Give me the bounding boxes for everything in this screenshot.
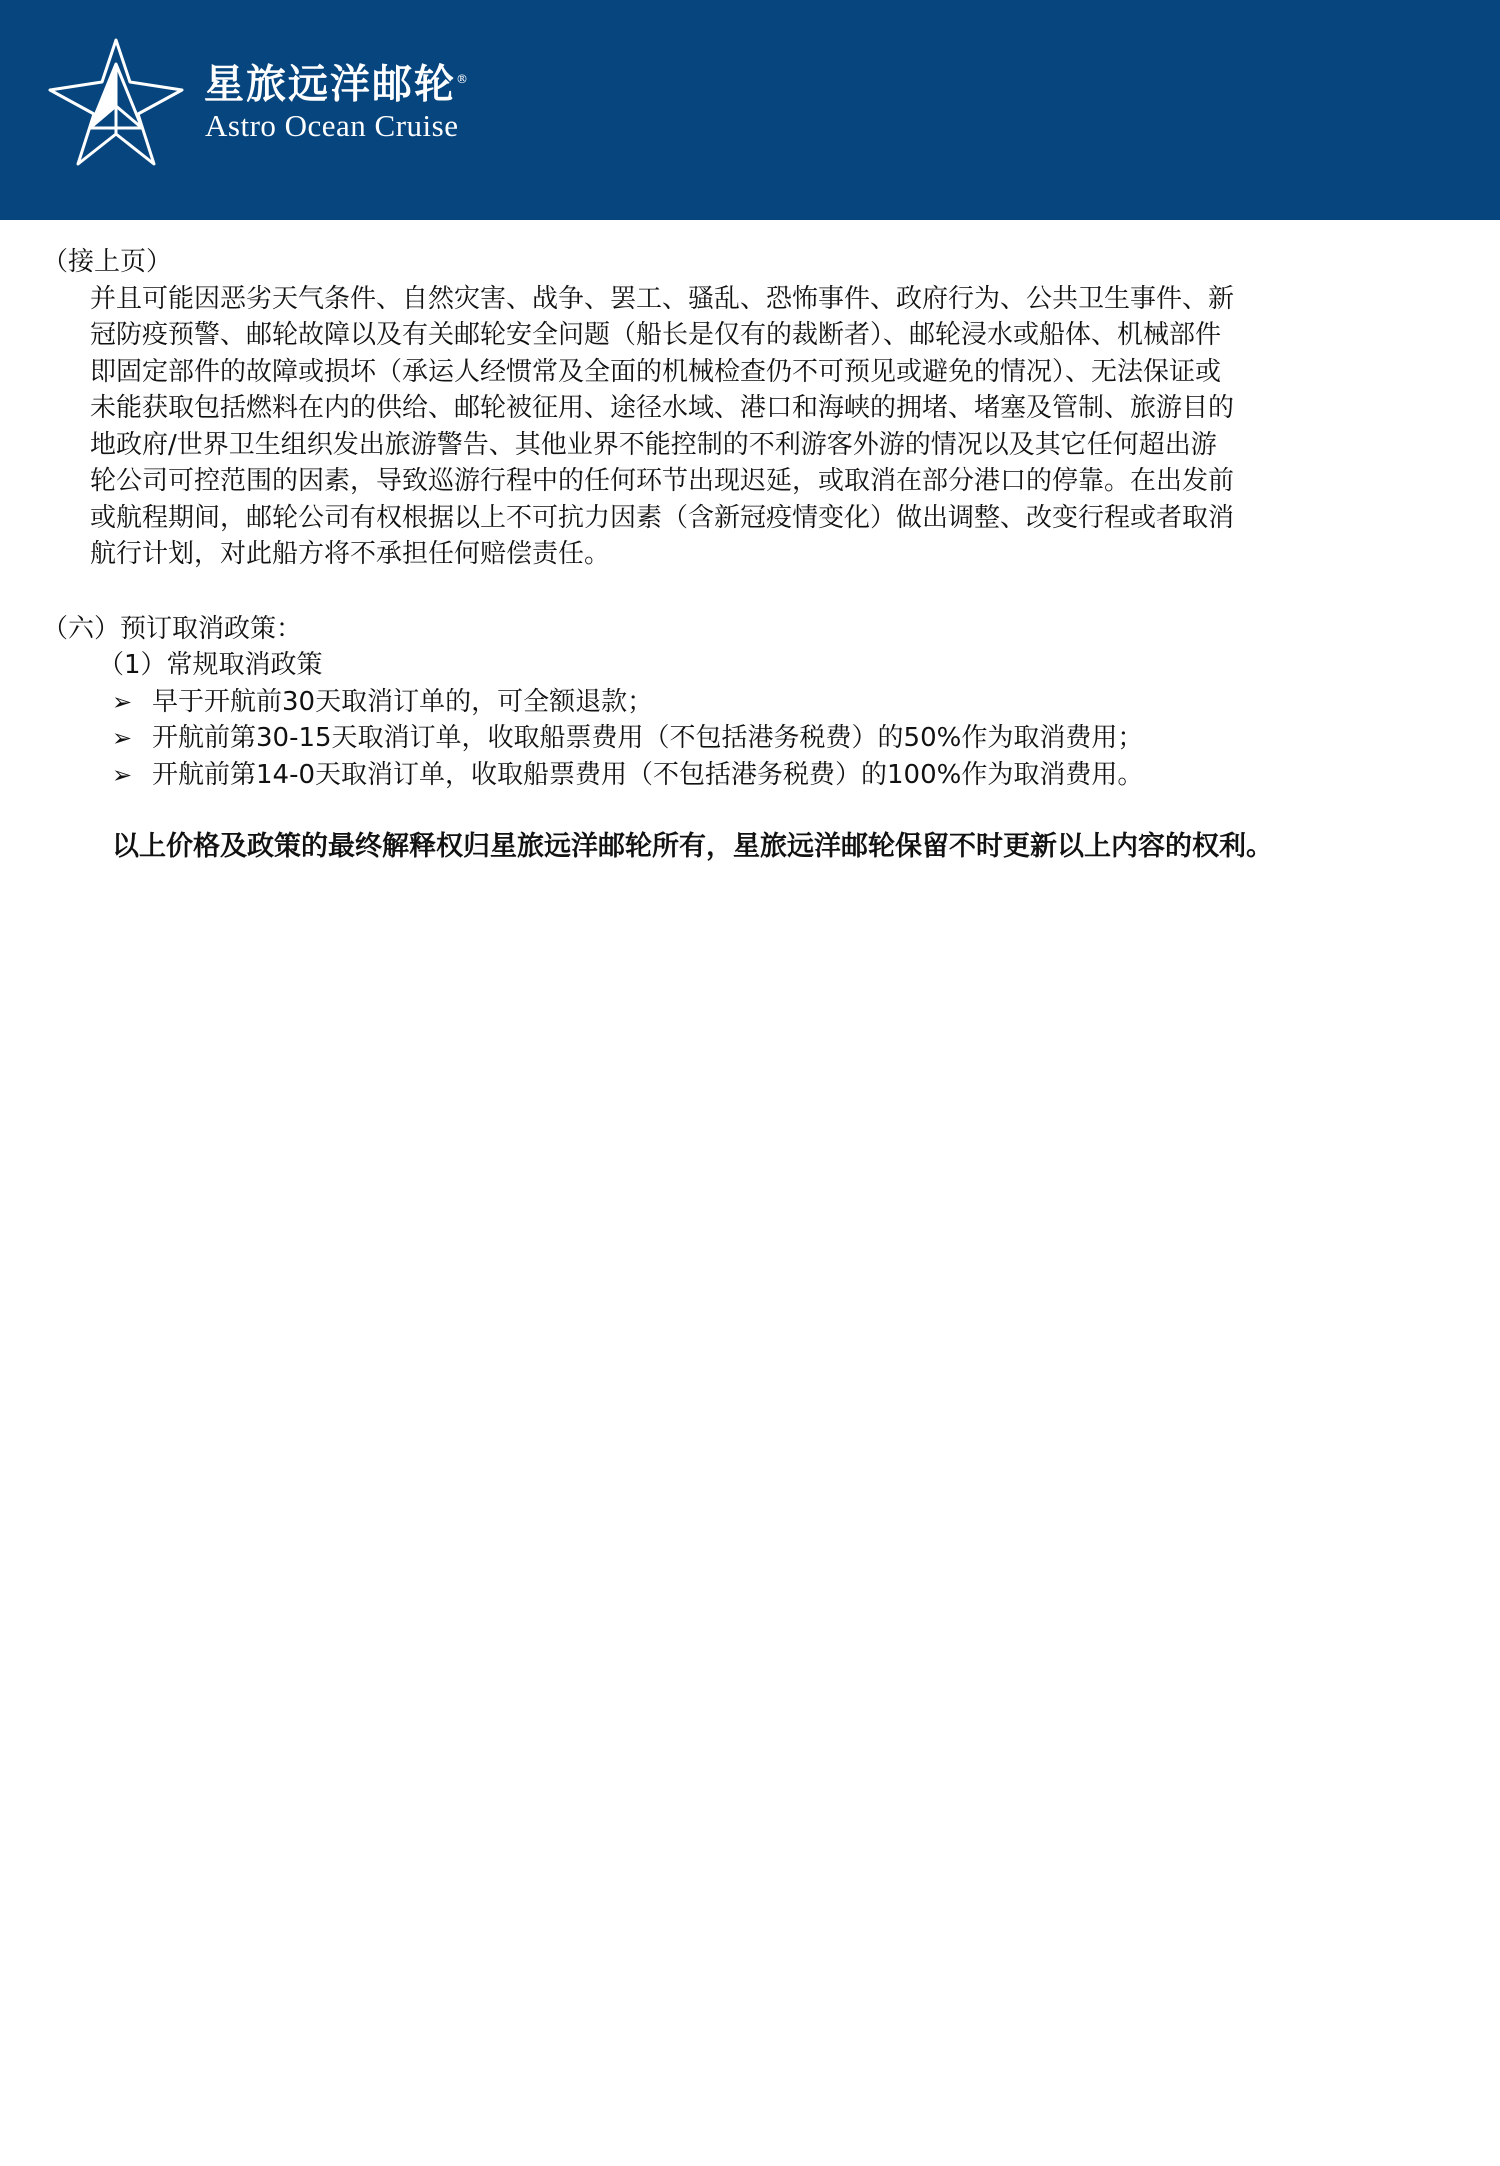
paragraph-line: 未能获取包括燃料在内的供给、邮轮被征用、途径水域、港口和海峡的拥堵、堵塞及管制、旅游目的 xyxy=(90,393,1235,423)
arrow-bullet-icon: ➢ xyxy=(112,760,133,789)
brand-name-en: Astro Ocean Cruise xyxy=(205,108,459,143)
paragraph-line: 冠防疫预警、邮轮故障以及有关邮轮安全问题（船长是仅有的裁断者）、邮轮浸水或船体、机械部件 xyxy=(90,320,1222,350)
force-majeure-paragraph xyxy=(90,281,1478,573)
regular-cancellation-subtitle: （1）常规取消政策 xyxy=(98,650,323,680)
paragraph-line: 航行计划，对此船方将不承担任何赔偿责任。 xyxy=(90,539,611,569)
list-item-text: 早于开航前30天取消订单的，可全额退款； xyxy=(152,686,654,717)
arrow-bullet-icon: ➢ xyxy=(112,687,133,716)
list-item-text: 开航前第14-0天取消订单，收取船票费用（不包括港务税费）的100%作为取消费用。 xyxy=(152,759,1144,790)
cancellation-section-title: （六）预订取消政策： xyxy=(42,613,303,644)
list-item xyxy=(112,757,1462,794)
header-band xyxy=(0,0,1500,220)
final-interpretation-note: 以上价格及政策的最终解释权归星旅远洋邮轮所有，星旅远洋邮轮保留不时更新以上内容的权利。 xyxy=(112,831,1273,862)
brand-name-cn: 星旅远洋邮轮® xyxy=(204,60,470,108)
paragraph-line: 或航程期间，邮轮公司有权根据以上不可抗力因素（含新冠疫情变化）做出调整、改变行程或者取消 xyxy=(90,502,1235,533)
continuation-label: （接上页） xyxy=(42,247,173,277)
registered-mark: ® xyxy=(456,72,470,86)
star-compass-logo-icon xyxy=(42,36,190,170)
document-body xyxy=(42,244,1462,865)
paragraph-line: 并且可能因恶劣天气条件、自然灾害、战争、罢工、骚乱、恐怖事件、政府行为、公共卫生事件、新 xyxy=(90,283,1235,314)
paragraph-line: 地政府/世界卫生组织发出旅游警告、其他业界不能控制的不利游客外游的情况以及其它任何超出游 xyxy=(90,429,1217,460)
paragraph-line: 即固定部件的故障或损坏（承运人经惯常及全面的机械检查仍不可预见或避免的情况）、无法保证或 xyxy=(90,356,1222,387)
cancellation-list xyxy=(112,684,1462,794)
paragraph-line: 轮公司可控范围的因素，导致巡游行程中的任何环节出现迟延，或取消在部分港口的停靠。在出发前 xyxy=(90,466,1235,496)
list-item-text: 开航前第30-15天取消订单，收取船票费用（不包括港务税费）的50%作为取消费用； xyxy=(152,723,1144,753)
list-item xyxy=(112,684,1462,721)
list-item xyxy=(112,720,1462,757)
arrow-bullet-icon: ➢ xyxy=(112,724,133,752)
